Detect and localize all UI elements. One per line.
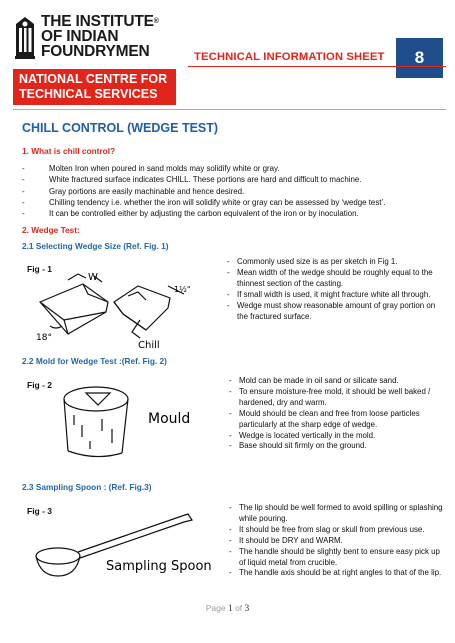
- section-1-heading: 1. What is chill control?: [22, 146, 116, 156]
- list-item: - Commonly used size is as per sketch in Fig 1.: [227, 257, 445, 268]
- length-mark-label: 1½": [174, 285, 191, 294]
- subsection-2-3-heading: 2.3 Sampling Spoon : (Ref. Fig.3): [22, 482, 152, 492]
- chill-mark-label: Chill: [138, 340, 160, 351]
- page-title: CHILL CONTROL (WEDGE TEST): [22, 121, 219, 135]
- page-indicator: Page 1 of 3: [205, 603, 250, 614]
- header-bottom-divider: [13, 109, 446, 110]
- width-mark-label: W: [88, 272, 98, 283]
- list-item: - Mould should be clean and free from loose particles particularly at the sharp edge of wedge.: [229, 409, 445, 431]
- list-item: - It should be free from slag or skull from previous use.: [229, 525, 445, 536]
- list-item: - Chilling tendency i.e. whether the iron will solidify white or gray can be assessed by ‘wedge test’.: [22, 197, 442, 208]
- header-divider: [188, 66, 446, 67]
- list-item: - The handle should be slightly bent to ensure easy pick up of liquid metal from crucible.: [229, 547, 445, 569]
- section-1-list: [22, 163, 442, 219]
- sampling-spoon-figure: [30, 508, 220, 584]
- subsection-2-1-list: [227, 257, 445, 322]
- angle-mark-label: 18°: [36, 333, 52, 343]
- sheet-label: TECHNICAL INFORMATION SHEET: [194, 51, 385, 63]
- centre-badge: NATIONAL CENTRE FOR TECHNICAL SERVICES: [13, 69, 176, 105]
- list-item: - Wedge must show reasonable amount of gray portion on the fractured surface.: [227, 301, 445, 323]
- list-item: - It should be DRY and WARM.: [229, 536, 445, 547]
- section-2-heading: 2. Wedge Test:: [22, 225, 80, 235]
- subsection-2-2-list: [229, 376, 445, 452]
- wedge-sketch-figure: [28, 272, 208, 352]
- list-item: - Base should sit firmly on the ground.: [229, 441, 445, 452]
- list-item: - Mold can be made in oil sand or silicate sand.: [229, 376, 445, 387]
- list-item: - Mean width of the wedge should be roughly equal to the thinnest section of the casting.: [227, 268, 445, 290]
- list-item: - To ensure moisture-free mold, it should be well baked / hardened, dry and warm.: [229, 387, 445, 409]
- list-item: - Gray portions are easily machinable and hence desired.: [22, 186, 442, 197]
- subsection-2-1-heading: 2.1 Selecting Wedge Size (Ref. Fig. 1): [22, 241, 169, 251]
- fig-3-label: Fig - 3: [27, 506, 53, 516]
- list-item: - It can be controlled either by adjusting the carbon equivalent of the iron or by inoculation.: [22, 208, 442, 219]
- mould-sketch-figure: [58, 385, 218, 465]
- institute-emblem-icon: [14, 16, 36, 60]
- list-item: - The handle axis should be at right angles to that of the lip.: [229, 568, 445, 579]
- mould-label: Mould: [148, 411, 191, 427]
- sheet-number-badge: 8: [396, 38, 443, 78]
- fig-1-label: Fig - 1: [27, 264, 53, 274]
- institute-name: THE INSTITUTE® OF INDIAN FOUNDRYMEN: [41, 13, 159, 60]
- list-item: - The lip should be well formed to avoid spilling or splashing while pouring.: [229, 503, 445, 525]
- subsection-2-2-heading: 2.2 Mold for Wedge Test :(Ref. Fig. 2): [22, 356, 167, 366]
- list-item: - If small width is used, it might fracture white all through.: [227, 290, 445, 301]
- spoon-label: Sampling Spoon: [106, 559, 212, 574]
- list-item: - Molten Iron when poured in sand molds may solidify white or gray.: [22, 163, 442, 174]
- list-item: - White fractured surface indicates CHILL. These portions are hard and difficult to machine.: [22, 174, 442, 185]
- subsection-2-3-list: [229, 503, 445, 579]
- list-item: - Wedge is located vertically in the mold.: [229, 431, 445, 442]
- fig-2-label: Fig - 2: [27, 380, 53, 390]
